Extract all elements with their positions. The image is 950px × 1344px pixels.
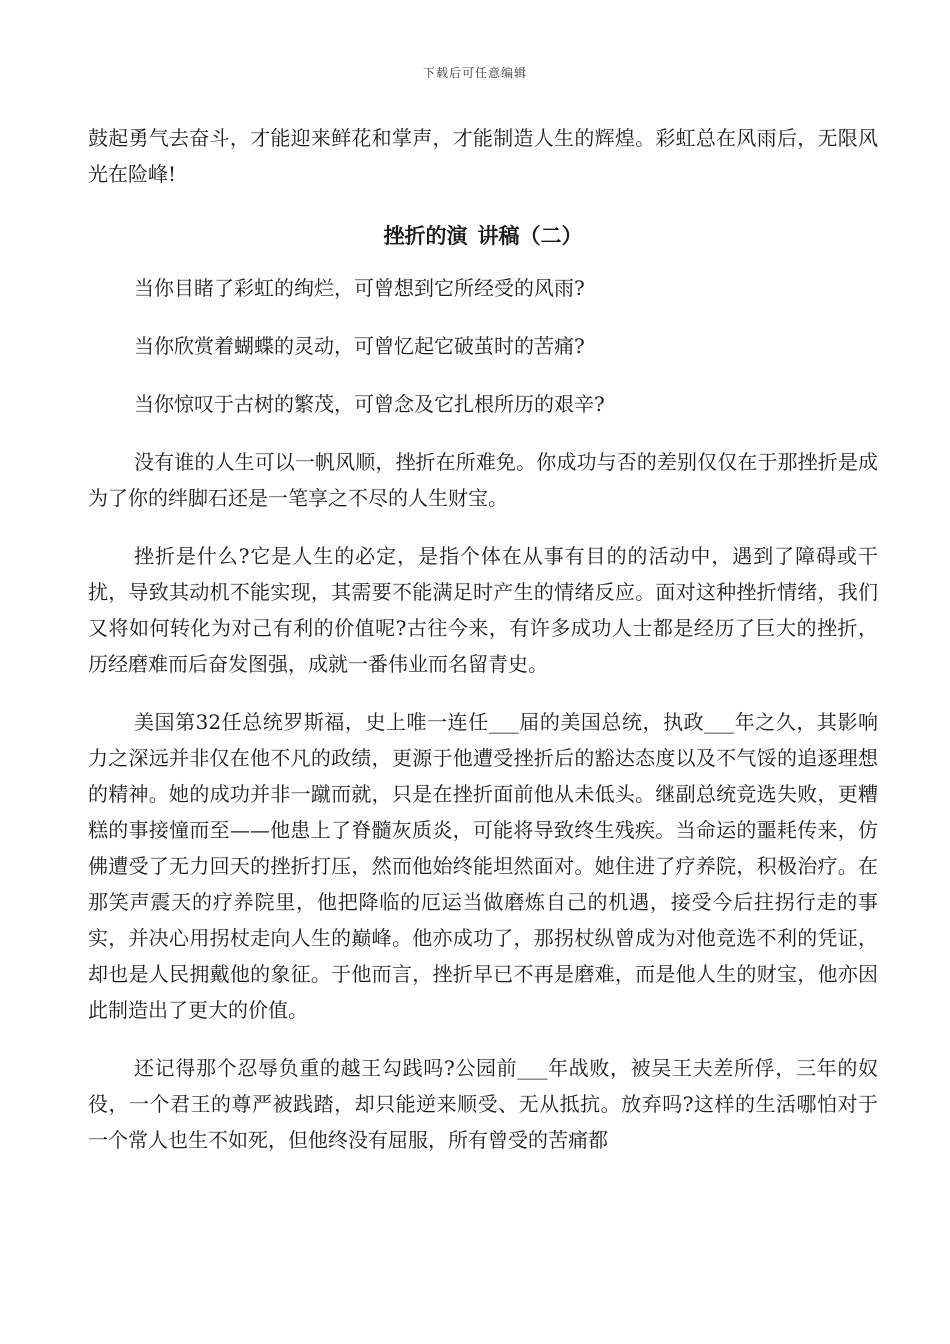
document-body (88, 120, 878, 1158)
paragraph-tree-question: 当你惊叹于古树的繁茂，可曾念及它扎根所历的艰辛? (134, 392, 605, 416)
paragraph-what-is-setback: 挫折是什么?它是人生的必定，是指个体在从事有目的的活动中，遇到了障碍或干扰，导致其动机不能实现，其需要不能满足时产生的情绪反应。面对这种挫折情绪，我们又将如何转化为对己有利的价值呢?古往今来，有许多成功人士都是经历了巨大的挫折，历经磨难而后奋发图强，成就一番伟业而名留青史。 (88, 544, 878, 676)
document-title (88, 218, 878, 254)
paragraph-butterfly-question: 当你欣赏着蝴蝶的灵动，可曾忆起它破茧时的苦痛? (134, 334, 585, 358)
intro-paragraph: 鼓起勇气去奋斗，才能迎来鲜花和掌声，才能制造人生的辉煌。彩虹总在风雨后，无限风光在险峰! (88, 126, 878, 186)
paragraph-goujian: 还记得那个忍辱负重的越王勾践吗?公园前___年战败，被吴王夫差所俘，三年的奴役，一个君王的尊严被践踏，却只能逆来顺受、无从抵抗。放弃吗?这样的生活哪怕对于一个常人也生不如死，但他终没有屈服，所有曾受的苦痛都 (88, 1056, 878, 1152)
paragraph-no-smooth-life: 没有谁的人生可以一帆风顺，挫折在所难免。你成功与否的差别仅仅在于那挫折是成为了你的绊脚石还是一笔享之不尽的人生财宝。 (88, 450, 878, 510)
title-part-2: 讲稿（二） (477, 223, 583, 248)
paragraph-rainbow-question: 当你目睹了彩虹的绚烂，可曾想到它所经受的风雨? (134, 276, 585, 300)
paragraph-roosevelt: 美国第32任总统罗斯福，史上唯一连任___届的美国总统，执政___年之久，其影响力之深远并非仅在他不凡的政绩，更源于他遭受挫折后的豁达态度以及不气馁的追逐理想的精神。她的成功并非一蹴而就，只是在挫折面前他从未低头。继副总统竞选失败，更糟糕的事接憧而至——他患上了脊髓灰质炎，可能将导致终生残疾。当命运的噩耗传来，仿佛遭受了无力回天的挫折打压，然而他始终能坦然面对。她住进了疗养院，积极治疗。在那笑声震天的疗养院里，他把降临的厄运当做磨炼自己的机遇，接受今后拄拐行走的事实，并决心用拐杖走向人生的巅峰。他亦成功了，那拐杖纵曾成为对他竞选不利的凭证，却也是人民拥戴他的象征。于他而言，挫折早已不再是磨难，而是他人生的财宝，他亦因此制造出了更大的价值。 (88, 710, 878, 1022)
title-part-1: 挫折的演 (383, 223, 468, 248)
page-header: 下载后可任意编辑 (422, 66, 527, 80)
